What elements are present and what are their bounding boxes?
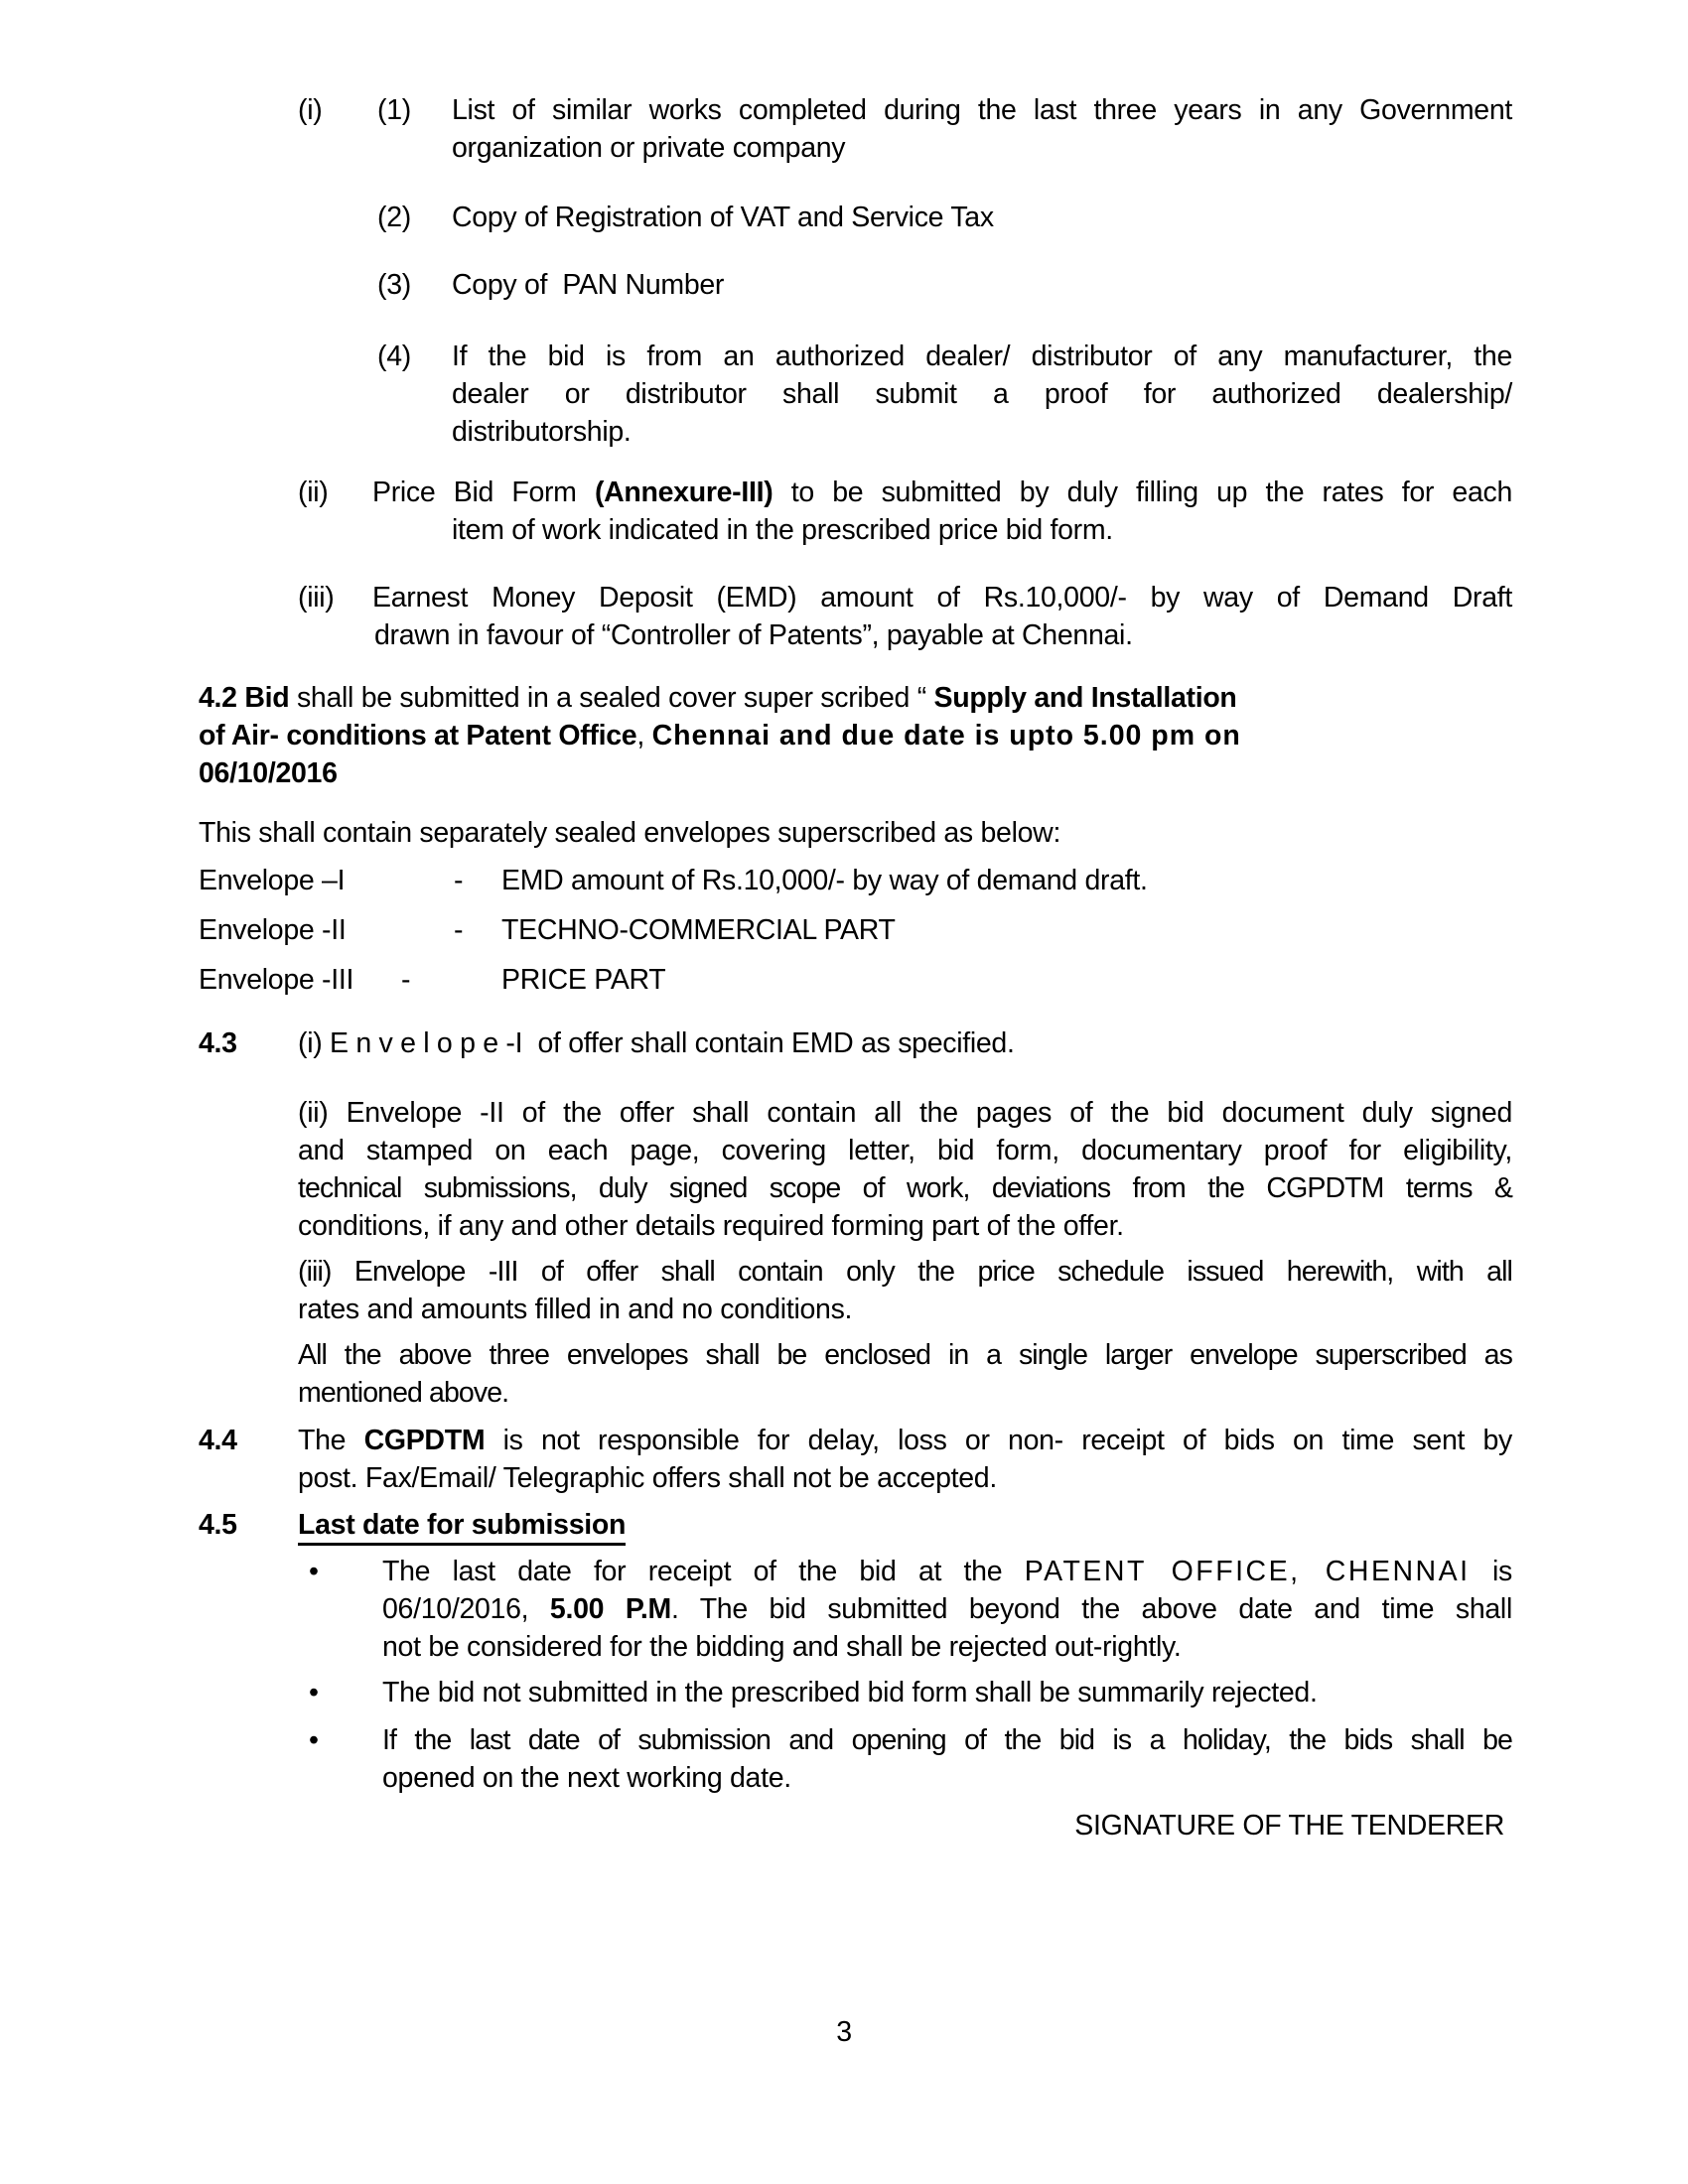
envelope-1-dash: -	[454, 865, 464, 896]
clause-iii-line-2: drawn in favour of “Controller of Patents”, payable at Chennai.	[374, 619, 1133, 651]
bullet-1-run-2: is	[1470, 1556, 1512, 1587]
item-1-label: (1)	[377, 94, 411, 126]
section-4-5-number: 4.5	[199, 1509, 237, 1541]
section-4-4-line-2: post. Fax/Email/ Telegraphic offers shall not be accepted.	[298, 1462, 997, 1494]
patent-office-chennai-caps: PATENT OFFICE, CHENNAI	[1024, 1556, 1471, 1587]
section-4-3-item-i: (i) E n v e l o p e -I of offer shall contain EMD as specified.	[298, 1027, 1015, 1059]
section-4-3-item-ii-line-4: conditions, if any and other details required forming part of the offer.	[298, 1210, 1124, 1242]
section-4-2-number-bold: 4.2 Bid	[199, 682, 290, 714]
section-4-4-run-2: is not responsible for delay, loss or non- receipt of bids on time sent by	[485, 1425, 1512, 1456]
item-3-line-1: Copy of PAN Number	[452, 269, 725, 301]
section-4-2-run-1: shall be submitted in a sealed cover super scribed “	[289, 682, 934, 714]
section-4-3-item-ii-line-2: and stamped on each page, covering letter, bid form, documentary proof for eligibility,	[298, 1135, 1512, 1166]
item-4-line-2: dealer or distributor shall submit a proof for authorized dealership/	[452, 378, 1512, 410]
clause-ii-run-2: to be submitted by duly filling up the rates for each	[773, 477, 1512, 508]
bullet-1-run-1: The last date for receipt of the bid at the	[382, 1556, 1025, 1587]
envelope-2-name: Envelope -II	[199, 914, 347, 946]
cgpdtm-bold: CGPDTM	[363, 1425, 486, 1456]
section-4-5-heading	[298, 1506, 626, 1544]
section-4-4-run-1: The	[298, 1425, 364, 1456]
bullet-2-line-1: The bid not submitted in the prescribed bid form shall be summarily rejected.	[382, 1677, 1318, 1708]
clause-iii-line-1: Earnest Money Deposit (EMD) amount of Rs.10,000/- by way of Demand Draft	[372, 582, 1512, 614]
envelope-3-desc: PRICE PART	[501, 964, 666, 996]
last-date-heading-underlined: Last date for submission	[298, 1508, 626, 1546]
item-2-label: (2)	[377, 202, 411, 233]
clause-i-label: (i)	[298, 94, 323, 126]
section-4-3-item-iii-line-1: (iii) Envelope -III of offer shall contain only the price schedule issued herewith, with all	[298, 1256, 1512, 1288]
envelope-3-name: Envelope -III	[199, 964, 354, 996]
page-number: 3	[836, 2016, 852, 2048]
bullet-3-line-1: If the last date of submission and opening of the bid is a holiday, the bids shall be	[382, 1724, 1512, 1756]
section-4-2-line-2	[199, 717, 1241, 754]
section-4-3-closing-line-1: All the above three envelopes shall be enclosed in a single larger envelope superscribed as	[298, 1339, 1512, 1371]
bullet-3-line-2: opened on the next working date.	[382, 1762, 791, 1794]
bullet-1-line-2	[382, 1590, 1512, 1628]
bullet-1-run-3: 06/10/2016,	[382, 1593, 550, 1625]
item-1-line-2: organization or private company	[452, 132, 846, 164]
signature-line: SIGNATURE OF THE TENDERER	[1074, 1810, 1504, 1842]
clause-ii-line-2: item of work indicated in the prescribed price bid form.	[452, 514, 1113, 546]
bullet-1-line-3: not be considered for the bidding and shall be rejected out-rightly.	[382, 1631, 1182, 1663]
envelope-2-desc: TECHNO-COMMERCIAL PART	[501, 914, 896, 946]
section-4-4-line-1	[298, 1422, 1512, 1459]
section-4-2-line-3: 06/10/2016	[199, 757, 338, 789]
section-4-3-number: 4.3	[199, 1027, 237, 1059]
envelopes-intro: This shall contain separately sealed envelopes superscribed as below:	[199, 817, 1061, 849]
clause-ii-line-1	[372, 474, 1512, 511]
section-4-2-duedate-bold: Chennai and due date is upto 5.00 pm on	[651, 720, 1241, 751]
item-4-label: (4)	[377, 341, 411, 372]
envelope-1-name: Envelope –I	[199, 865, 346, 896]
bullet-1-line-1	[382, 1553, 1512, 1590]
envelope-3-dash: -	[401, 964, 411, 996]
bullet-icon: •	[309, 1556, 319, 1587]
clause-ii-label: (ii)	[298, 477, 329, 508]
envelope-2-dash: -	[454, 914, 464, 946]
section-4-3-closing-line-2: mentioned above.	[298, 1377, 509, 1409]
item-2-line-1: Copy of Registration of VAT and Service Tax	[452, 202, 994, 233]
item-3-label: (3)	[377, 269, 411, 301]
annexure-iii-bold: (Annexure-III)	[594, 477, 774, 508]
item-1-line-1: List of similar works completed during the last three years in any Government	[452, 94, 1512, 126]
section-4-3-item-iii-line-2: rates and amounts filled in and no conditions.	[298, 1294, 853, 1325]
section-4-3-item-ii-line-1: (ii) Envelope -II of the offer shall contain all the pages of the bid document duly signed	[298, 1097, 1512, 1129]
bullet-icon: •	[309, 1677, 319, 1708]
section-4-4-number: 4.4	[199, 1425, 237, 1456]
item-4-line-1: If the bid is from an authorized dealer/ distributor of any manufacturer, the	[452, 341, 1512, 372]
envelope-1-desc: EMD amount of Rs.10,000/- by way of demand draft.	[501, 865, 1148, 896]
item-4-line-3: distributorship.	[452, 416, 632, 448]
section-4-3-item-ii-line-3: technical submissions, duly signed scope of work, deviations from the CGPDTM terms &	[298, 1172, 1512, 1204]
section-4-2-line-1	[199, 679, 1237, 717]
clause-ii-run-1: Price Bid Form	[372, 477, 595, 508]
clause-iii-label: (iii)	[298, 582, 335, 614]
time-bold: 5.00 P.M	[549, 1593, 671, 1625]
section-4-2-title-bold-2: of Air- conditions at Patent Office	[199, 720, 637, 751]
bullet-1-run-4: . The bid submitted beyond the above date and time shall	[670, 1593, 1512, 1625]
section-4-2-run-2: ,	[636, 720, 652, 751]
section-4-2-title-bold-1: Supply and Installation	[933, 682, 1237, 714]
bullet-icon: •	[309, 1724, 319, 1756]
